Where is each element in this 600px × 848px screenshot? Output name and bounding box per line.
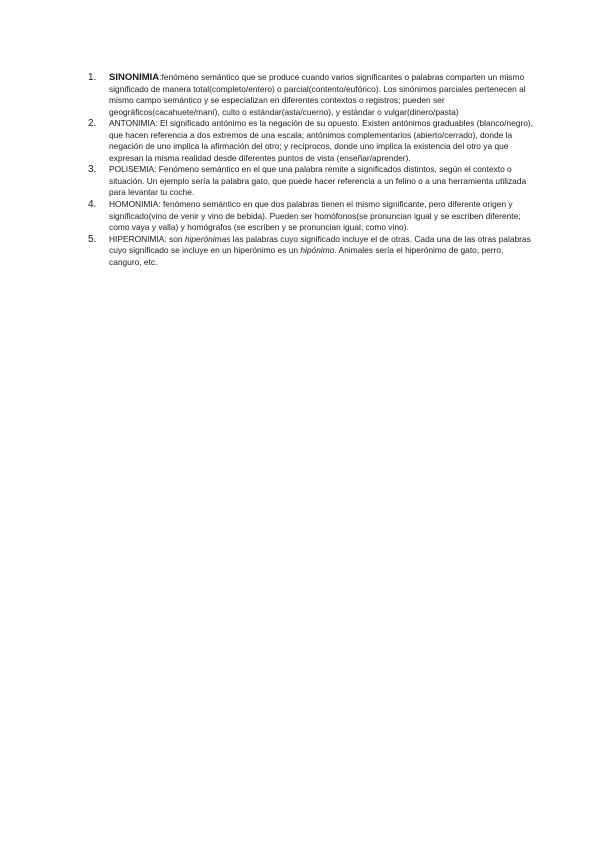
definition-text: : Fenómeno semántico en el que una palabra remite a significados distintos, según el contexto o situación. Un ejemplo sería la palabra gato, que puede hacer referencia a un felino o a una herramienta utilizada para levantar tu coche. bbox=[109, 164, 527, 198]
term-heading: ANTONIMIA bbox=[109, 118, 156, 129]
list-item bbox=[88, 118, 533, 164]
definition-text: : son bbox=[164, 233, 185, 244]
list-number: 3. bbox=[88, 164, 97, 176]
italic-term: hipónimo bbox=[300, 245, 335, 256]
italic-term: hiperónimas bbox=[184, 233, 231, 244]
term-heading: HIPERONIMIA bbox=[109, 233, 165, 244]
definition-text: :fenómeno semántico que se produce cuando varios significantes o palabras comparten un mismo significado de manera total(completo/entero) o parcial(contento/eufórico). Los sinónimos parciales pertenecen al mismo campo semántico y se especializan en diferentes contextos o registros; pueden ser geográficos(cacahuete/maní), culto o estándar(asta/cuerno), y estándar o vulgar(dinero/pasta) bbox=[109, 72, 526, 117]
definition-text: . Animales sería el hiperónimo de gato, perro, canguro, etc. bbox=[109, 245, 504, 267]
definitions-list bbox=[88, 72, 533, 268]
term-heading: HOMONIMIA bbox=[109, 199, 159, 210]
list-item bbox=[88, 72, 533, 118]
list-number: 4. bbox=[88, 199, 97, 211]
list-item bbox=[88, 234, 533, 269]
list-item bbox=[88, 164, 533, 199]
definition-text: : fenómeno semántico en que dos palabras tienen el mismo significante, pero diferente origen y significado(vino de venir y vino de bebida). Pueden ser homófonos(se pronuncian igual y se escriben diferente; como vaya y valla) y homógrafos (se escriben y se pronuncian igual; como vino). bbox=[109, 199, 521, 233]
definition-text: : El significado antónimo es la negación de su opuesto. Existen antónimos graduables (blanco/negro), que hacen referencia a dos extremos de una escala; antónimos complementarios (abierto/cerrado), donde la negación de uno implica la afirmación del otro; y recíprocos, donde uno implica la existencia del otro ya que expresan la misma realidad desde diferentes puntos de vista (enseñar/aprender). bbox=[109, 118, 533, 163]
term-heading: SINONIMIA bbox=[109, 72, 160, 83]
list-number: 1. bbox=[88, 72, 97, 83]
list-number: 5. bbox=[88, 233, 97, 245]
list-item bbox=[88, 199, 533, 234]
definition-text: las palabras cuyo significado incluye el de otras. Cada una de las otras palabras cuyo significado se incluye en un hiperónimo es un bbox=[109, 233, 531, 256]
term-heading: POLISEMIA bbox=[109, 164, 155, 175]
list-number: 2. bbox=[88, 118, 97, 130]
